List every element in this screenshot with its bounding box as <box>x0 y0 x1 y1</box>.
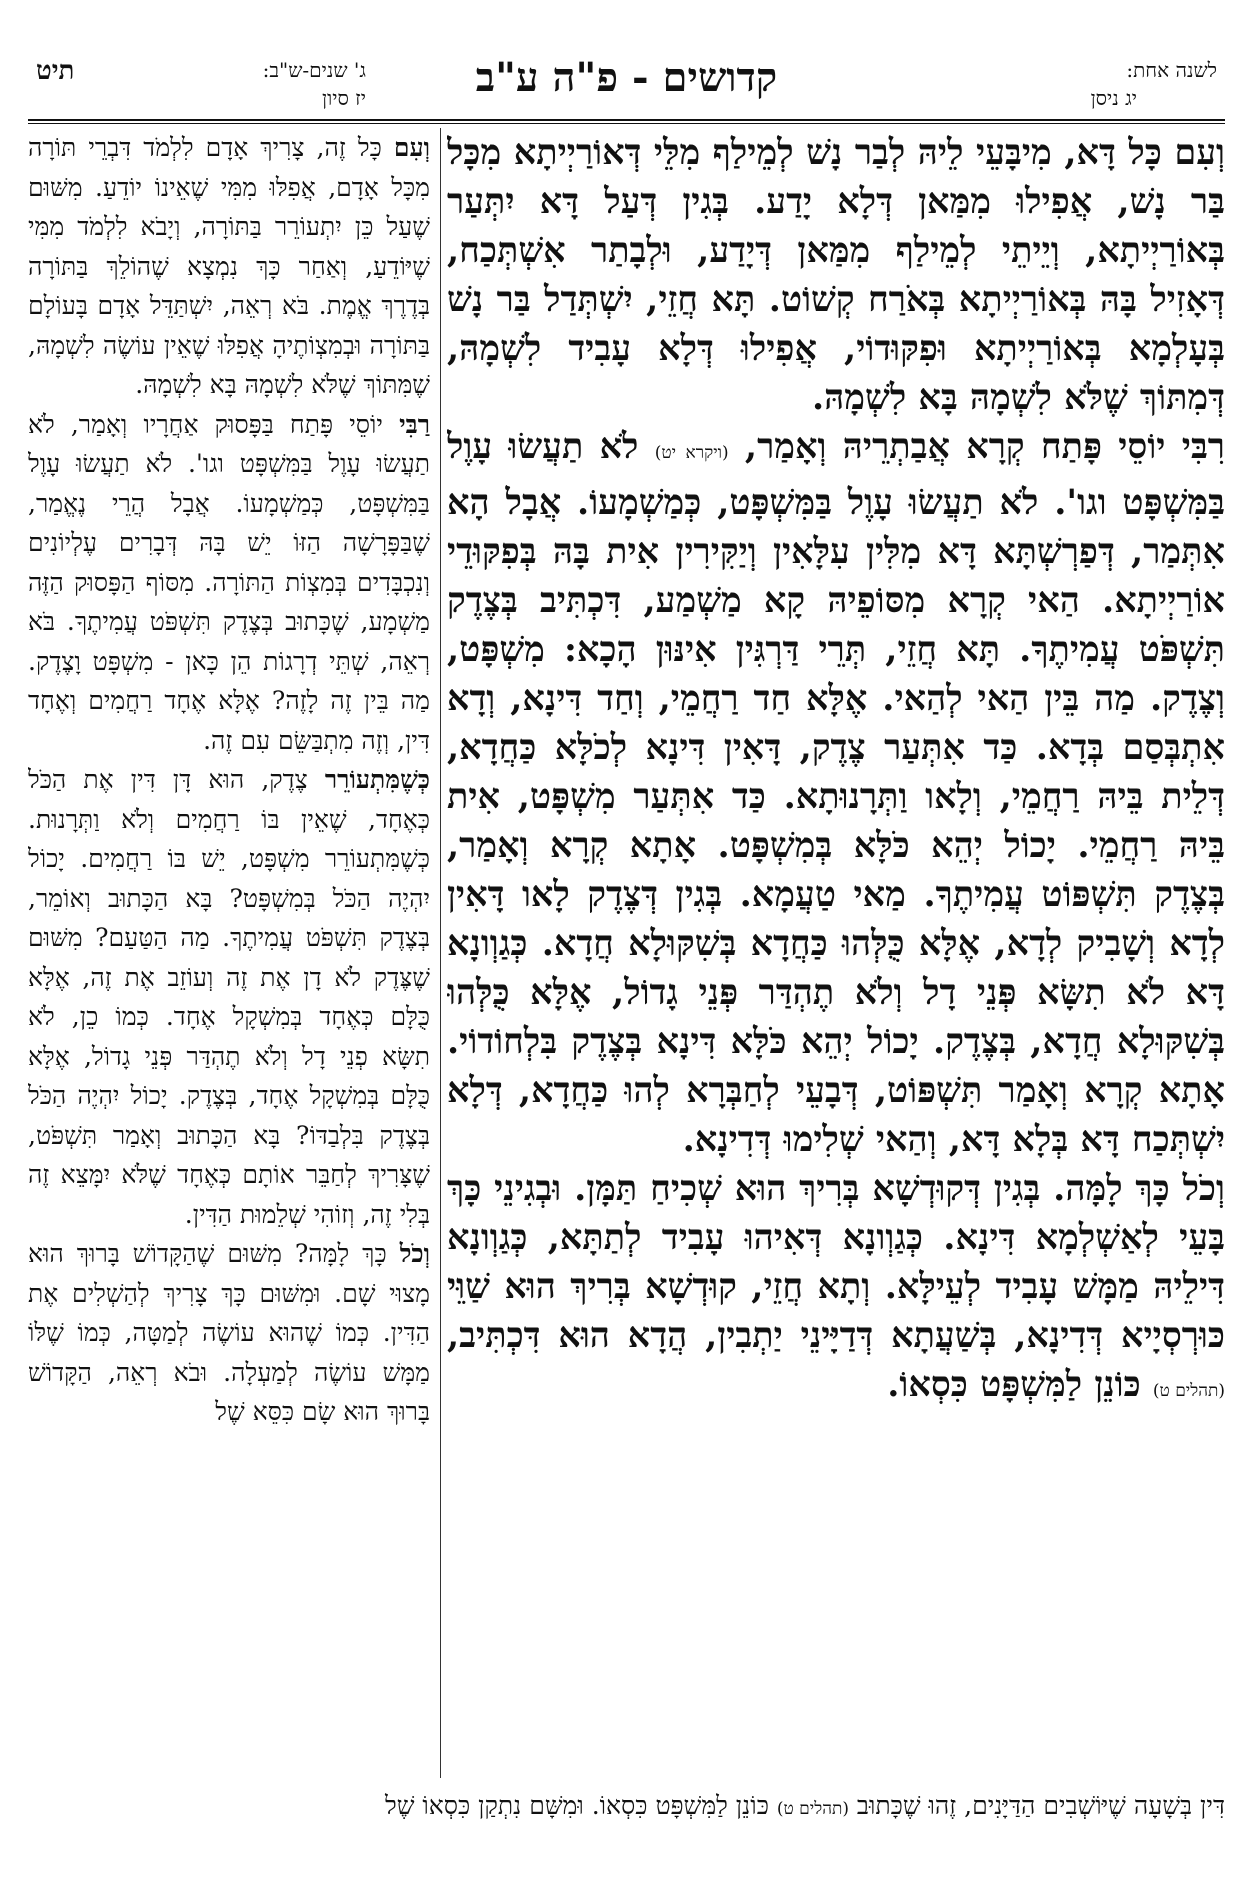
zohar-text-column <box>447 128 1225 1778</box>
paragraph-opening-word: כְּשֶׁמִּתְעוֹרֵר <box>324 765 430 794</box>
schedule-three-years-block <box>166 56 366 112</box>
translation-paragraph <box>28 128 430 405</box>
translation-paragraph <box>28 405 430 761</box>
translation-continuation-line <box>28 1786 1225 1829</box>
paragraph-opening-word: וְכֹל <box>399 1239 430 1268</box>
zohar-paragraph <box>447 128 1225 422</box>
continuation-text: כּוֹנֵן לַמִּשְׁפָּט כִּסְאוֹ. וּמִשָּׁם נִתְקַן כִּסְאוֹ שֶׁל <box>385 1791 777 1820</box>
paragraph-opening-word: וְעִם <box>1174 132 1225 173</box>
page-header <box>28 50 1225 120</box>
paragraph-text: כּוֹנֵן לַמִּשְׁפָּט כִּסְאוֹ. <box>887 1364 1153 1405</box>
verse-reference: (ויקרא יט) <box>654 443 729 463</box>
paragraph-opening-word: רַבִּי <box>399 409 430 439</box>
continuation-text: דִּין בְּשָׁעָה שֶׁיּוֹשְׁבִים הַדַּיָּנִים, זֶהוּ שֶׁכָּתוּב <box>848 1791 1225 1820</box>
column-divider <box>440 128 441 1778</box>
paragraph-text: כָּל זֶה, צָרִיךְ אָדָם לִלְמֹד דִּבְרֵי תּוֹרָה מִכָּל אָדָם, אֲפִלּוּ מִמִּי שֶׁאֵינוֹ יוֹדֵעַ. מִשּׁוּם שֶׁעַל כֵּן יִתְעוֹרֵר בַּתּוֹרָה, וְיָבֹא לִלְמֹד מִמִּי שֶׁיּוֹדֵעַ, וְאַחַר כָּךְ נִמְצָא שֶׁהוֹלֵךְ בַּתּוֹרָה בְּדֶרֶךְ אֱמֶת. בֹּא רְאֵה, יִשְׁתַּדֵּל אָדָם בָּעוֹלָם בַּתּוֹרָה וּבְמִצְוֹתֶיהָ אֲפִלּוּ שֶׁאֵין עוֹשֶׂה לִשְׁמָהּ, שֶׁמִּתּוֹךְ שֶׁלֹּא לִשְׁמָהּ בָּא לִשְׁמָהּ. <box>28 133 430 399</box>
translation-paragraph <box>28 1234 430 1432</box>
verse-reference: (תהלים ט) <box>1152 1381 1225 1401</box>
header-rule <box>28 119 1225 121</box>
zohar-paragraph <box>447 422 1225 1164</box>
paragraph-text: כָּל דָּא, מִיבָּעֵי לֵיהּ לְבַר נָשׁ לְמֵילַף מִלֵּי דְּאוֹרַיְיתָא מִכָּל בַּר נָשׁ, אֲפִילוּ מִמַּאן דְּלָא יָדַע. בְּגִין דְּעַל דָּא יִתְּעַר בְּאוֹרַיְיתָא, וְיֵיתֵי לְמֵילַף מִמַּאן דְּיָדַע, וּלְבָתַר אִשְׁתְּכַח, דְּאָזִיל בָּהּ בְּאוֹרַיְיתָא בְּאֹרַח קְשׁוֹט. תָּא חֲזֵי, יִשְׁתְּדַל בַּר נָשׁ בְּעָלְמָא בְּאוֹרַיְיתָא וּפִקּוּדוֹי, אֲפִילוּ דְּלָא עָבִיד לִשְׁמָהּ, דְּמִתּוֹךְ שֶׁלֹּא לִשְׁמָהּ בָּא לִשְׁמָהּ. <box>447 132 1225 418</box>
zohar-paragraph <box>447 1164 1225 1416</box>
paragraph-text: יוֹסֵי פָּתַח בַּפָּסוּק אַחֲרָיו וְאָמַר, לֹא תַעֲשׂוּ עָוֶל בַּמִּשְׁפָּט וגו'. לֹא תַעֲשׂוּ עָוֶל בַּמִּשְׁפָּט, כְּמַשְׁמָעוֹ. אֲבָל הֲרֵי נֶאֱמַר, שֶׁבַּפָּרָשָׁה הַזּוֹ יֵשׁ בָּהּ דְּבָרִים עֶלְיוֹנִים וְנִכְבָּדִים בְּמִצְוֹת הַתּוֹרָה. מִסּוֹף הַפָּסוּק הַזֶּה מַשְׁמָע, שֶׁכָּתוּב בְּצֶדֶק תִּשְׁפֹּט עֲמִיתֶךָ. בֹּא רְאֵה, שְׁתֵּי דְרָגוֹת הֵן כָּאן - מִשְׁפָּט וָצֶדֶק. מַה בֵּין זֶה לָזֶה? אֶלָּא אֶחָד רַחֲמִים וְאֶחָד דִּין, וְזֶה מִתְבַּשֵּׂם עִם זֶה. <box>28 409 430 755</box>
header-rule-thin <box>28 123 1225 124</box>
paragraph-text: כָּךְ לָמָּה. בְּגִין דְּקוּדְשָׁא בְּרִיךְ הוּא שְׁכִיחַ תַּמָּן. וּבְגִינֵי כָּךְ בָּעֵי לְאַשְׁלְמָא דִּינָא. כְּגַוְונָא דְּאִיהוּ עָבִיד לְתַתָּא, כְּגַוְונָא דִּילֵיהּ מַמָּשׁ עָבִיד לְעֵילָּא. וְתָא חֲזֵי, קוּדְשָׁא בְּרִיךְ הוּא שַׁוֵּי כּוּרְסְיָיא דְּדִינָא, בְּשַׁעֲתָא דְּדַיָּינֵי יַתְבִין, הֲדָא הוּא דִּכְתִּיב, <box>447 1168 1225 1356</box>
paragraph-text: כָּךְ לָמָּה? מִשּׁוּם שֶׁהַקָּדוֹשׁ בָּרוּךְ הוּא מָצוּי שָׁם. וּמִשּׁוּם כָּךְ צָרִיךְ לְהַשְׁלִים אֶת הַדִּין. כְּמוֹ שֶׁהוּא עוֹשֶׂה לְמַטָּה, כְּמוֹ שֶׁלּוֹ מַמָּשׁ עוֹשֶׂה לְמַעְלָה. וּבֹא רְאֵה, הַקָּדוֹשׁ בָּרוּךְ הוּא שָׂם כִּסֵּא שֶׁל <box>28 1239 430 1426</box>
schedule-date: יז סיון <box>321 86 366 110</box>
page-title: קדושים - פ"ה ע"ב <box>475 54 778 101</box>
schedule-label: ג' שנים-ש"ב: <box>262 58 366 82</box>
paragraph-opening-word: וְעִם <box>393 133 430 162</box>
paragraph-text: לֹא תַעֲשׂוּ עָוֶל בַּמִּשְׁפָּט וגו'. לֹא תַעֲשׂוּ עָוֶל בַּמִּשְׁפָּט, כְּמַשְׁמָעוֹ. אֲבָל הָא אִתְּמַר, דְּפַרְשְׁתָּא דָּא מִלִּין עִלָּאִין וְיַקִּירִין אִית בָּהּ בְּפִקּוּדֵי אוֹרַיְיתָא. הַאי קְרָא מִסּוֹפֵיהּ קָא מַשְׁמַע, דִּכְתִּיב בְּצֶדֶק תִּשְׁפֹּט עֲמִיתֶךָ. תָּא חֲזֵי, תְּרֵי דַּרְגִּין אִינּוּן הָכָא: מִשְׁפָּט, וְצֶדֶק. מַה בֵּין הַאי לְהַאי. אֶלָּא חַד רַחֲמֵי, וְחַד דִּינָא, וְדָא אִתְבְּסַם בְּדָא. כַּד אִתְּעַר צֶדֶק, דָּאִין דִּינָא לְכֹלָּא כַּחֲדָא, דְּלֵית בֵּיהּ רַחֲמֵי, וְלָאו וַתְּרָנוּתָא. כַּד אִתְּעַר מִשְׁפָּט, אִית בֵּיהּ רַחֲמֵי. יָכוֹל יְהֵא כֹּלָּא בְּמִשְׁפָּט. אָתָא קְרָא וְאָמַר, בְּצֶדֶק תִּשְׁפּוֹט עֲמִיתֶךָ. מַאי טַעֲמָא. בְּגִין דְּצֶדֶק לָאו דָּאִין לְדָא וְשָׁבִיק לְדָא, אֶלָּא כֻּלְּהוּ כַּחֲדָא בְּשִׁקּוּלָא חֲדָא. כְּגַוְונָא דָּא לֹא תִשָּׂא פְּנֵי דָל וְלֹא תֶהְדַּר פְּנֵי גָדוֹל, אֶלָּא כֻּלְּהוּ בְּשִׁקּוּלָא חֲדָא, בְּצֶדֶק. יָכוֹל יְהֵא כֹּלָּא דִּינָא בְּצֶדֶק בִּלְחוֹדוֹי. אָתָא קְרָא וְאָמַר תִּשְׁפּוֹט, דְּבָעֵי לְחַבְּרָא לְהוּ כַּחֲדָא, דְּלָא יִשְׁתְּכַח דָּא בְּלָא דָּא, וְהַאי שְׁלִימוּ דְּדִינָא. <box>447 426 1225 1160</box>
paragraph-text: צֶדֶק, הוּא דָּן דִּין אֶת הַכֹּל כְּאֶחָד, שֶׁאֵין בּוֹ רַחֲמִים וְלֹא וַתְּרָנוּת. כְּשֶׁמִּתְעוֹרֵר מִשְׁפָּט, יֵשׁ בּוֹ רַחֲמִים. יָכוֹל יִהְיֶה הַכֹּל בְּמִשְׁפָּט? בָּא הַכָּתוּב וְאוֹמֵר, בְּצֶדֶק תִּשְׁפֹּט עֲמִיתֶךָ. מַה הַטַּעַם? מִשּׁוּם שֶׁצֶּדֶק לֹא דָן אֶת זֶה וְעוֹזֵב אֶת זֶה, אֶלָּא כֻּלָּם כְּאֶחָד בְּמִשְׁקָל אֶחָד. כְּמוֹ כֵן, לֹא תִשָּׂא פְנֵי דָל וְלֹא תֶהְדַּר פְּנֵי גָדוֹל, אֶלָּא כֻּלָּם בְּמִשְׁקָל אֶחָד, בְּצֶדֶק. יָכוֹל יִהְיֶה הַכֹּל בְּצֶדֶק בִּלְבַדּוֹ? בָּא הַכָּתוּב וְאָמַר תִּשְׁפֹּט, שֶׁצָּרִיךְ לְחַבֵּר אוֹתָם כְּאֶחָד שֶׁלֹּא יִמָּצֵא זֶה בְּלִי זֶה, וְזוֹהִי שְׁלֵמוּת הַדִּין. <box>28 765 430 1229</box>
schedule-date: יג ניסן <box>1090 86 1137 110</box>
verse-reference: (תהלים ט) <box>776 1799 849 1819</box>
schedule-label: לשנה אחת: <box>1126 58 1217 82</box>
translation-paragraph <box>28 760 430 1234</box>
paragraph-opening-word: רִבִּי <box>1181 426 1225 467</box>
daily-schedule-three-years <box>36 56 366 116</box>
paragraph-text: יוֹסֵי פָּתַח קְרָא אֲבַתְרֵיהּ וְאָמַר, <box>728 426 1182 467</box>
paragraph-opening-word: וְכֹל <box>1182 1168 1225 1209</box>
translation-column <box>28 128 430 1778</box>
page-number: תיט <box>36 56 75 86</box>
